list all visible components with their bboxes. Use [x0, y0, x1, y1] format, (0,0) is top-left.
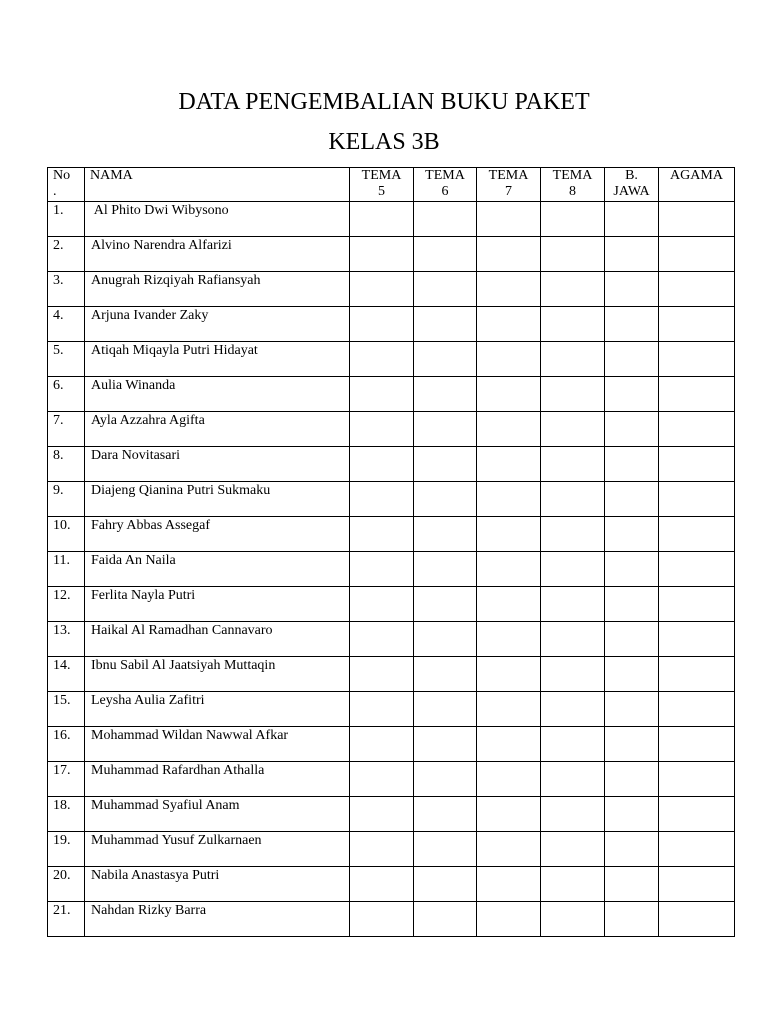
cell-tema-7 [477, 622, 541, 657]
header-tema-7: TEMA 7 [477, 168, 541, 202]
row-number: 4. [48, 307, 85, 342]
header-tema-6: TEMA 6 [414, 168, 477, 202]
cell-b-jawa [605, 692, 659, 727]
table-row [48, 272, 735, 307]
cell-tema-5 [350, 342, 414, 377]
table-row [48, 307, 735, 342]
cell-tema-8 [541, 342, 605, 377]
document-title: DATA PENGEMBALIAN BUKU PAKET [178, 89, 590, 115]
cell-b-jawa [605, 447, 659, 482]
cell-agama [659, 692, 735, 727]
row-number: 9. [48, 482, 85, 517]
cell-b-jawa [605, 202, 659, 237]
student-name: Aulia Winanda [85, 377, 350, 412]
cell-tema-5 [350, 622, 414, 657]
cell-b-jawa [605, 377, 659, 412]
cell-tema-8 [541, 587, 605, 622]
student-name: Alvino Narendra Alfarizi [85, 237, 350, 272]
row-number: 12. [48, 587, 85, 622]
cell-tema-6 [414, 517, 477, 552]
cell-b-jawa [605, 727, 659, 762]
cell-tema-8 [541, 202, 605, 237]
table-row [48, 657, 735, 692]
cell-tema-6 [414, 237, 477, 272]
cell-tema-7 [477, 412, 541, 447]
cell-tema-7 [477, 832, 541, 867]
cell-tema-8 [541, 412, 605, 447]
row-number: 11. [48, 552, 85, 587]
cell-b-jawa [605, 622, 659, 657]
cell-tema-8 [541, 902, 605, 937]
table-row [48, 202, 735, 237]
cell-tema-8 [541, 237, 605, 272]
cell-tema-8 [541, 377, 605, 412]
cell-tema-7 [477, 307, 541, 342]
cell-tema-6 [414, 902, 477, 937]
cell-tema-5 [350, 307, 414, 342]
cell-agama [659, 307, 735, 342]
book-return-table [47, 167, 735, 937]
cell-tema-8 [541, 447, 605, 482]
header-row [48, 168, 735, 202]
cell-tema-7 [477, 657, 541, 692]
cell-b-jawa [605, 307, 659, 342]
cell-tema-8 [541, 517, 605, 552]
row-number: 2. [48, 237, 85, 272]
cell-tema-6 [414, 692, 477, 727]
cell-agama [659, 482, 735, 517]
student-name: Arjuna Ivander Zaky [85, 307, 350, 342]
cell-tema-7 [477, 202, 541, 237]
header-tema-5: TEMA 5 [350, 168, 414, 202]
cell-tema-7 [477, 377, 541, 412]
cell-tema-5 [350, 727, 414, 762]
cell-tema-7 [477, 797, 541, 832]
cell-tema-8 [541, 867, 605, 902]
cell-tema-6 [414, 727, 477, 762]
cell-tema-5 [350, 902, 414, 937]
cell-tema-8 [541, 797, 605, 832]
student-name: Muhammad Syafiul Anam [85, 797, 350, 832]
header-agama: AGAMA [659, 168, 735, 202]
cell-tema-7 [477, 587, 541, 622]
cell-tema-7 [477, 237, 541, 272]
cell-b-jawa [605, 552, 659, 587]
cell-tema-8 [541, 482, 605, 517]
cell-tema-5 [350, 237, 414, 272]
cell-tema-6 [414, 797, 477, 832]
cell-tema-8 [541, 622, 605, 657]
table-row [48, 552, 735, 587]
cell-tema-6 [414, 867, 477, 902]
table-row [48, 727, 735, 762]
table-row [48, 377, 735, 412]
cell-tema-7 [477, 517, 541, 552]
student-name: Faida An Naila [85, 552, 350, 587]
row-number: 20. [48, 867, 85, 902]
table-row [48, 412, 735, 447]
cell-tema-8 [541, 657, 605, 692]
table-row [48, 902, 735, 937]
table-row [48, 517, 735, 552]
cell-agama [659, 517, 735, 552]
table-row [48, 622, 735, 657]
table-row [48, 832, 735, 867]
cell-agama [659, 622, 735, 657]
cell-tema-5 [350, 202, 414, 237]
student-name: Al Phito Dwi Wibysono [85, 202, 350, 237]
cell-agama [659, 342, 735, 377]
row-number: 6. [48, 377, 85, 412]
header-nama: NAMA [85, 168, 350, 202]
cell-tema-5 [350, 832, 414, 867]
cell-tema-5 [350, 447, 414, 482]
cell-tema-6 [414, 307, 477, 342]
cell-tema-8 [541, 552, 605, 587]
cell-tema-8 [541, 272, 605, 307]
table-row [48, 237, 735, 272]
cell-agama [659, 412, 735, 447]
cell-tema-6 [414, 482, 477, 517]
row-number: 16. [48, 727, 85, 762]
cell-tema-5 [350, 657, 414, 692]
cell-tema-6 [414, 762, 477, 797]
cell-b-jawa [605, 517, 659, 552]
row-number: 21. [48, 902, 85, 937]
cell-tema-6 [414, 587, 477, 622]
cell-tema-8 [541, 692, 605, 727]
cell-agama [659, 237, 735, 272]
cell-tema-5 [350, 587, 414, 622]
row-number: 17. [48, 762, 85, 797]
cell-agama [659, 587, 735, 622]
cell-tema-7 [477, 552, 541, 587]
cell-b-jawa [605, 902, 659, 937]
row-number: 5. [48, 342, 85, 377]
row-number: 8. [48, 447, 85, 482]
cell-tema-6 [414, 657, 477, 692]
cell-agama [659, 867, 735, 902]
student-name: Dara Novitasari [85, 447, 350, 482]
cell-tema-8 [541, 727, 605, 762]
student-name: Nahdan Rizky Barra [85, 902, 350, 937]
cell-b-jawa [605, 832, 659, 867]
row-number: 19. [48, 832, 85, 867]
cell-tema-8 [541, 832, 605, 867]
cell-agama [659, 727, 735, 762]
student-name: Muhammad Yusuf Zulkarnaen [85, 832, 350, 867]
header-no: No . [48, 168, 85, 202]
header-b-jawa: B. JAWA [605, 168, 659, 202]
cell-tema-5 [350, 552, 414, 587]
cell-tema-5 [350, 797, 414, 832]
row-number: 14. [48, 657, 85, 692]
table-row [48, 692, 735, 727]
cell-tema-6 [414, 447, 477, 482]
row-number: 3. [48, 272, 85, 307]
cell-tema-6 [414, 342, 477, 377]
cell-b-jawa [605, 412, 659, 447]
cell-tema-7 [477, 342, 541, 377]
cell-b-jawa [605, 867, 659, 902]
cell-b-jawa [605, 657, 659, 692]
cell-agama [659, 272, 735, 307]
student-name: Nabila Anastasya Putri [85, 867, 350, 902]
cell-b-jawa [605, 272, 659, 307]
cell-tema-5 [350, 412, 414, 447]
cell-b-jawa [605, 237, 659, 272]
cell-tema-7 [477, 902, 541, 937]
cell-agama [659, 902, 735, 937]
student-name: Haikal Al Ramadhan Cannavaro [85, 622, 350, 657]
cell-tema-6 [414, 832, 477, 867]
cell-tema-6 [414, 622, 477, 657]
cell-b-jawa [605, 482, 659, 517]
cell-tema-7 [477, 867, 541, 902]
cell-tema-5 [350, 482, 414, 517]
row-number: 7. [48, 412, 85, 447]
cell-tema-6 [414, 552, 477, 587]
cell-tema-7 [477, 447, 541, 482]
cell-tema-7 [477, 762, 541, 797]
cell-agama [659, 447, 735, 482]
cell-tema-6 [414, 202, 477, 237]
student-name: Mohammad Wildan Nawwal Afkar [85, 727, 350, 762]
cell-tema-7 [477, 272, 541, 307]
cell-tema-5 [350, 867, 414, 902]
cell-tema-7 [477, 727, 541, 762]
row-number: 1. [48, 202, 85, 237]
cell-tema-7 [477, 692, 541, 727]
student-name: Fahry Abbas Assegaf [85, 517, 350, 552]
cell-tema-7 [477, 482, 541, 517]
row-number: 13. [48, 622, 85, 657]
cell-tema-8 [541, 762, 605, 797]
table-row [48, 867, 735, 902]
row-number: 18. [48, 797, 85, 832]
cell-tema-5 [350, 517, 414, 552]
student-name: Anugrah Rizqiyah Rafiansyah [85, 272, 350, 307]
table-row [48, 447, 735, 482]
cell-b-jawa [605, 342, 659, 377]
cell-tema-5 [350, 692, 414, 727]
student-name: Ferlita Nayla Putri [85, 587, 350, 622]
cell-agama [659, 202, 735, 237]
cell-agama [659, 762, 735, 797]
cell-agama [659, 377, 735, 412]
student-name: Muhammad Rafardhan Athalla [85, 762, 350, 797]
cell-agama [659, 832, 735, 867]
cell-tema-5 [350, 272, 414, 307]
cell-tema-8 [541, 307, 605, 342]
student-name: Leysha Aulia Zafitri [85, 692, 350, 727]
cell-agama [659, 797, 735, 832]
header-tema-8: TEMA 8 [541, 168, 605, 202]
cell-tema-5 [350, 762, 414, 797]
student-name: Atiqah Miqayla Putri Hidayat [85, 342, 350, 377]
row-number: 15. [48, 692, 85, 727]
cell-tema-5 [350, 377, 414, 412]
class-subtitle: KELAS 3B [328, 129, 440, 155]
cell-b-jawa [605, 762, 659, 797]
row-number: 10. [48, 517, 85, 552]
cell-agama [659, 657, 735, 692]
student-name: Diajeng Qianina Putri Sukmaku [85, 482, 350, 517]
table-row [48, 797, 735, 832]
cell-tema-6 [414, 412, 477, 447]
cell-tema-6 [414, 272, 477, 307]
cell-b-jawa [605, 587, 659, 622]
student-name: Ayla Azzahra Agifta [85, 412, 350, 447]
cell-agama [659, 552, 735, 587]
table-row [48, 342, 735, 377]
table-row [48, 587, 735, 622]
student-name: Ibnu Sabil Al Jaatsiyah Muttaqin [85, 657, 350, 692]
cell-b-jawa [605, 797, 659, 832]
table-row [48, 482, 735, 517]
cell-tema-6 [414, 377, 477, 412]
table-row [48, 762, 735, 797]
